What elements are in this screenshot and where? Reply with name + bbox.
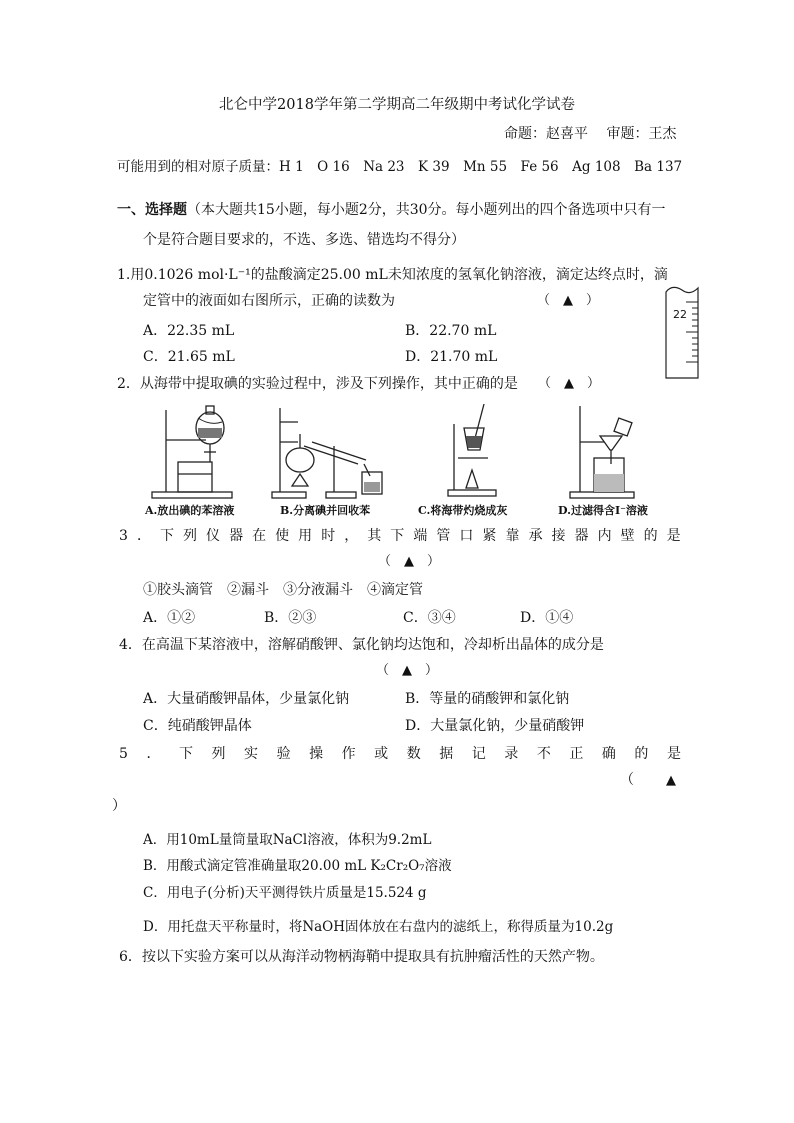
burette-label: 22 <box>673 308 687 321</box>
q6-stem: 6．按以下实验方案可以从海洋动物柄海鞘中提取具有抗肿瘤活性的天然产物。 <box>119 949 604 965</box>
q3-stem-char: 壁 <box>620 528 635 544</box>
q3-option-a: A．①② <box>143 610 196 626</box>
q5-option-d: D．用托盘天平称量时，将NaOH固体放在右盘内的滤纸上，称得质量为10.2g <box>143 919 614 935</box>
q5-stem-char: 不 <box>536 746 551 762</box>
apparatus-d-caption: D.过滤得含I⁻溶液 <box>558 504 648 517</box>
q4-stem: 4．在高温下某溶液中，溶解硝酸钾、氯化钠均达饱和，冷却析出晶体的成分是 <box>119 637 604 653</box>
q5-stem-char: 验 <box>276 746 291 762</box>
q5-stem-char: 操 <box>309 746 324 762</box>
apparatus-b-caption: B.分离碘并回收苯 <box>280 504 371 517</box>
q1-answer-bracket: （ ▲ ） <box>537 293 599 308</box>
q5-stem-char: 下 <box>178 746 193 762</box>
q1-option-c: C．21.65 mL <box>143 349 235 365</box>
q1-stem-line2: 定管中的液面如右图所示，正确的读数为 <box>143 293 395 309</box>
q5-bracket-close: ） <box>112 798 126 814</box>
q5-bracket-open: （ <box>620 772 634 788</box>
q3-option-b: B．②③ <box>264 610 317 626</box>
q5-stem-char: 列 <box>211 746 226 762</box>
q3-stem-char: 承 <box>528 528 543 544</box>
q5-option-c: C．用电子(分析)天平测得铁片质量是15.524 g <box>143 885 427 901</box>
q2-answer-bracket: （ ▲ ） <box>538 376 600 391</box>
q3-stem-char: 在 <box>252 528 267 544</box>
q3-stem-char: 管 <box>436 528 451 544</box>
q5-stem-char: 据 <box>439 746 454 762</box>
q3-answer-bracket: （ ▲ ） <box>378 554 440 569</box>
q3-stem-char: 用 <box>298 528 313 544</box>
apparatus-c-caption: C.将海带灼烧成灰 <box>418 504 508 517</box>
q5-stem-char: ． <box>146 746 161 762</box>
q3-stem-char: 接 <box>551 528 566 544</box>
q1-option-d: D．21.70 mL <box>405 349 498 365</box>
q3-stem-char: 下 <box>159 528 174 544</box>
section1-intro-line2: 个是符合题目要求的，不选、多选、错选均不得分） <box>143 232 465 248</box>
burette-figure <box>664 284 700 380</box>
q4-option-c: C．纯硝酸钾晶体 <box>143 718 252 734</box>
q2-stem: 2．从海带中提取碘的实验过程中，涉及下列操作，其中正确的是 <box>117 376 518 392</box>
q1-option-a: A．22.35 mL <box>143 323 235 339</box>
q3-stem-char: 的 <box>643 528 658 544</box>
section1-intro-line1: （本大题共15小题，每小题2分，共30分。每小题列出的四个备选项中只有一 <box>187 202 666 218</box>
q3-stem-char: 内 <box>597 528 612 544</box>
apparatus-a-separatory-funnel <box>148 400 236 500</box>
q1-option-b: B．22.70 mL <box>405 323 497 339</box>
q3-stem-char: 器 <box>229 528 244 544</box>
q5-stem-char: 实 <box>244 746 259 762</box>
q5-stem-char: 5 <box>119 746 128 762</box>
q3-option-c: C．③④ <box>403 610 456 626</box>
q5-stem-char: 正 <box>569 746 584 762</box>
q3-stem-char: 列 <box>183 528 198 544</box>
apparatus-c-crucible <box>444 400 500 500</box>
q3-items: ①胶头滴管 ②漏斗 ③分液漏斗 ④滴定管 <box>143 582 423 598</box>
q5-stem-char: 或 <box>374 746 389 762</box>
apparatus-b-distillation <box>268 402 386 500</box>
q3-stem-char: 口 <box>459 528 474 544</box>
q5-option-b: B．用酸式滴定管准确量取20.00 mL K₂Cr₂O₇溶液 <box>143 858 452 874</box>
apparatus-a-caption: A.放出碘的苯溶液 <box>145 504 235 517</box>
q5-stem-char: 作 <box>341 746 356 762</box>
q3-stem-char: 下 <box>390 528 405 544</box>
q3-stem-char: 紧 <box>482 528 497 544</box>
q5-stem-char: 录 <box>504 746 519 762</box>
q3-stem-char: 是 <box>666 528 681 544</box>
q3-stem-char: 时 <box>321 528 336 544</box>
q3-stem-char: 靠 <box>505 528 520 544</box>
q3-stem-char: 仪 <box>206 528 221 544</box>
q5-stem-char: 数 <box>406 746 421 762</box>
q5-stem <box>119 745 681 763</box>
q3-option-d: D．①④ <box>520 610 574 626</box>
q3-stem-char: ． <box>136 528 151 544</box>
q3-stem-char: 3 <box>119 528 128 544</box>
q5-option-a: A．用10mL量筒量取NaCl溶液，体积为9.2mL <box>143 832 432 848</box>
q5-stem-char: 确 <box>601 746 616 762</box>
q4-option-a: A．大量硝酸钾晶体，少量氯化钠 <box>143 691 350 707</box>
section1-heading: 一、选择题 <box>117 202 187 218</box>
q4-answer-bracket: （ ▲ ） <box>376 663 438 678</box>
q3-stem-char: 器 <box>574 528 589 544</box>
apparatus-d-filtration <box>566 402 638 500</box>
q5-bracket-triangle: ▲ <box>666 773 676 788</box>
q3-stem-char: 端 <box>413 528 428 544</box>
q3-stem-char: 使 <box>275 528 290 544</box>
section1-intro <box>117 201 666 219</box>
q3-stem-char: ， <box>344 528 359 544</box>
q5-stem-char: 记 <box>471 746 486 762</box>
q3-stem-char: 其 <box>367 528 382 544</box>
q5-stem-char: 是 <box>666 746 681 762</box>
q1-stem-line1: 1.用0.1026 mol·L⁻¹的盐酸滴定25.00 mL未知浓度的氢氧化钠溶液，滴定达终点时，滴 <box>117 267 668 283</box>
atomic-masses: 可能用到的相对原子质量：H 1 O 16 Na 23 K 39 Mn 55 Fe 56 Ag 108 Ba 137 <box>117 159 683 175</box>
exam-title: 北仑中学2018学年第二学期高二年级期中考试化学试卷 <box>219 97 575 113</box>
exam-authors: 命题：赵喜平 审题：王杰 <box>504 126 677 142</box>
q4-option-b: B．等量的硝酸钾和氯化钠 <box>405 691 570 707</box>
q4-option-d: D．大量氯化钠，少量硝酸钾 <box>405 718 585 734</box>
q5-stem-char: 的 <box>634 746 649 762</box>
q3-stem <box>119 527 681 545</box>
